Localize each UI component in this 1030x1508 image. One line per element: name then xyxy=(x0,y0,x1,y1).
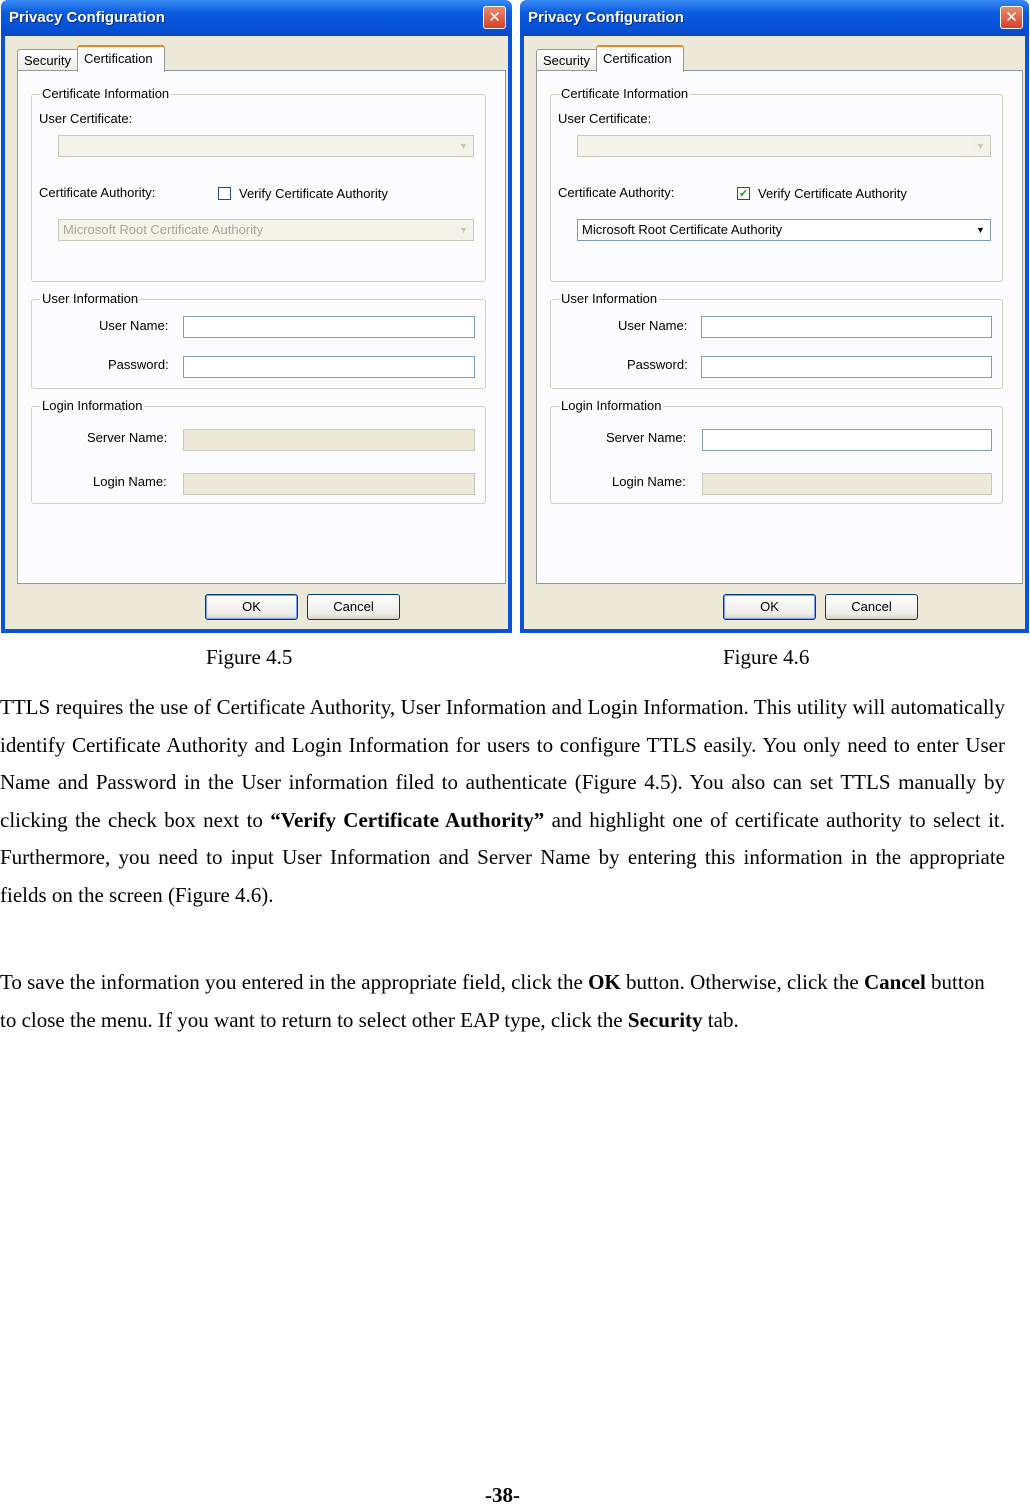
user-name-label: User Name: xyxy=(99,318,169,333)
close-icon[interactable]: ✕ xyxy=(1000,6,1023,29)
verify-ca-checkbox[interactable] xyxy=(218,187,231,200)
dialog-title: Privacy Configuration xyxy=(9,9,165,26)
paragraph-text: tab. xyxy=(702,1007,739,1032)
chevron-down-icon[interactable]: ▼ xyxy=(455,221,472,239)
user-certificate-select[interactable] xyxy=(577,135,991,157)
page-number: -38- xyxy=(485,1483,520,1507)
certification-panel xyxy=(536,70,1023,584)
login-name-label: Login Name: xyxy=(612,474,686,489)
paragraph-save-instructions xyxy=(0,964,995,1039)
figure-caption-4-6: Figure 4.6 xyxy=(723,645,810,669)
privacy-config-dialog-fig45 xyxy=(1,0,512,633)
server-name-label: Server Name: xyxy=(606,430,687,445)
user-name-label: User Name: xyxy=(618,318,688,333)
certificate-authority-select[interactable] xyxy=(58,219,474,241)
certificate-information-group xyxy=(550,86,1003,282)
verify-ca-checkbox[interactable]: ✔ xyxy=(738,187,749,200)
user-name-field[interactable] xyxy=(183,316,475,338)
certificate-authority-select[interactable] xyxy=(577,219,991,241)
verify-ca-label: Verify Certificate Authority xyxy=(758,186,907,201)
privacy-config-dialog-fig46 xyxy=(520,0,1029,633)
paragraph-text: and highlight one of certificate authority to select it. Furthermore, you need to input User Information and Server Name by entering this information in the appropriate fields on the screen (Figure 4.6). xyxy=(0,807,1005,907)
group-label: User Information xyxy=(42,291,139,306)
emphasis-security: Security xyxy=(627,1007,703,1032)
paragraph-text: button to close the menu. If you want to return to select other EAP type, click the xyxy=(0,970,985,1032)
cancel-button[interactable]: Cancel xyxy=(307,594,400,620)
dialog-client-area xyxy=(524,36,1025,629)
emphasis-verify-ca: “Verify Certificate Authority” xyxy=(270,807,545,832)
tab-security[interactable]: Security xyxy=(536,49,598,71)
emphasis-cancel: Cancel xyxy=(863,970,926,994)
paragraph-ttls-description xyxy=(0,689,1005,914)
title-bar[interactable] xyxy=(1,0,512,36)
emphasis-ok: OK xyxy=(588,970,621,994)
ok-button[interactable]: OK xyxy=(205,594,298,620)
dialog-title: Privacy Configuration xyxy=(528,9,684,26)
server-name-label: Server Name: xyxy=(87,430,168,445)
user-certificate-label: User Certificate: xyxy=(39,111,133,126)
ok-button[interactable]: OK xyxy=(723,594,816,620)
password-field[interactable] xyxy=(701,356,992,378)
login-name-field[interactable] xyxy=(702,473,992,495)
tab-certification[interactable]: Certification xyxy=(77,45,165,72)
title-bar[interactable] xyxy=(520,0,1029,36)
tab-security[interactable]: Security xyxy=(17,49,79,71)
chevron-down-icon[interactable]: ▼ xyxy=(455,137,472,155)
server-name-field[interactable] xyxy=(183,429,475,451)
cancel-button[interactable]: Cancel xyxy=(825,594,918,620)
login-name-label: Login Name: xyxy=(93,474,167,489)
paragraph-text: button. Otherwise, click the xyxy=(620,970,864,994)
password-label: Password: xyxy=(108,357,169,372)
certificate-authority-label: Certificate Authority: xyxy=(39,185,156,200)
close-icon[interactable]: ✕ xyxy=(483,6,506,29)
user-information-group xyxy=(550,291,1003,389)
paragraph-text: TTLS requires the use of Certificate Authority, User Information and Login Information. This utility will automatically identify Certificate Authority and Login Information for users to configure TTLS easily. You only need to enter User Name and Password in the User information filed to authenticate (Figure 4.5). You also can set TTLS manually by clicking the check box next to xyxy=(0,695,1005,832)
chevron-down-icon[interactable]: ▼ xyxy=(972,137,989,155)
tab-certification[interactable]: Certification xyxy=(596,45,684,72)
user-information-group xyxy=(31,291,486,389)
group-label: Certificate Information xyxy=(561,86,689,101)
group-label: Certificate Information xyxy=(42,86,170,101)
figure-caption-4-5: Figure 4.5 xyxy=(206,645,293,669)
paragraph-text: To save the information you entered in the appropriate field, click the xyxy=(0,970,589,994)
user-certificate-label: User Certificate: xyxy=(558,111,652,126)
group-label: Login Information xyxy=(42,398,143,413)
login-information-group xyxy=(550,398,1003,504)
certificate-information-group xyxy=(31,86,486,282)
certificate-authority-label: Certificate Authority: xyxy=(558,185,675,200)
user-certificate-select[interactable] xyxy=(58,135,474,157)
group-label: Login Information xyxy=(561,398,662,413)
certificate-authority-value: Microsoft Root Certificate Authority xyxy=(63,222,264,237)
user-name-field[interactable] xyxy=(701,316,992,338)
dialog-client-area xyxy=(5,36,508,629)
verify-ca-label: Verify Certificate Authority xyxy=(239,186,388,201)
group-label: User Information xyxy=(561,291,658,306)
login-name-field[interactable] xyxy=(183,473,475,495)
password-label: Password: xyxy=(627,357,688,372)
certification-panel xyxy=(17,70,506,584)
certificate-authority-value: Microsoft Root Certificate Authority xyxy=(582,222,783,237)
chevron-down-icon[interactable]: ▼ xyxy=(972,221,989,239)
password-field[interactable] xyxy=(183,356,475,378)
login-information-group xyxy=(31,398,486,504)
server-name-field[interactable] xyxy=(702,429,992,451)
